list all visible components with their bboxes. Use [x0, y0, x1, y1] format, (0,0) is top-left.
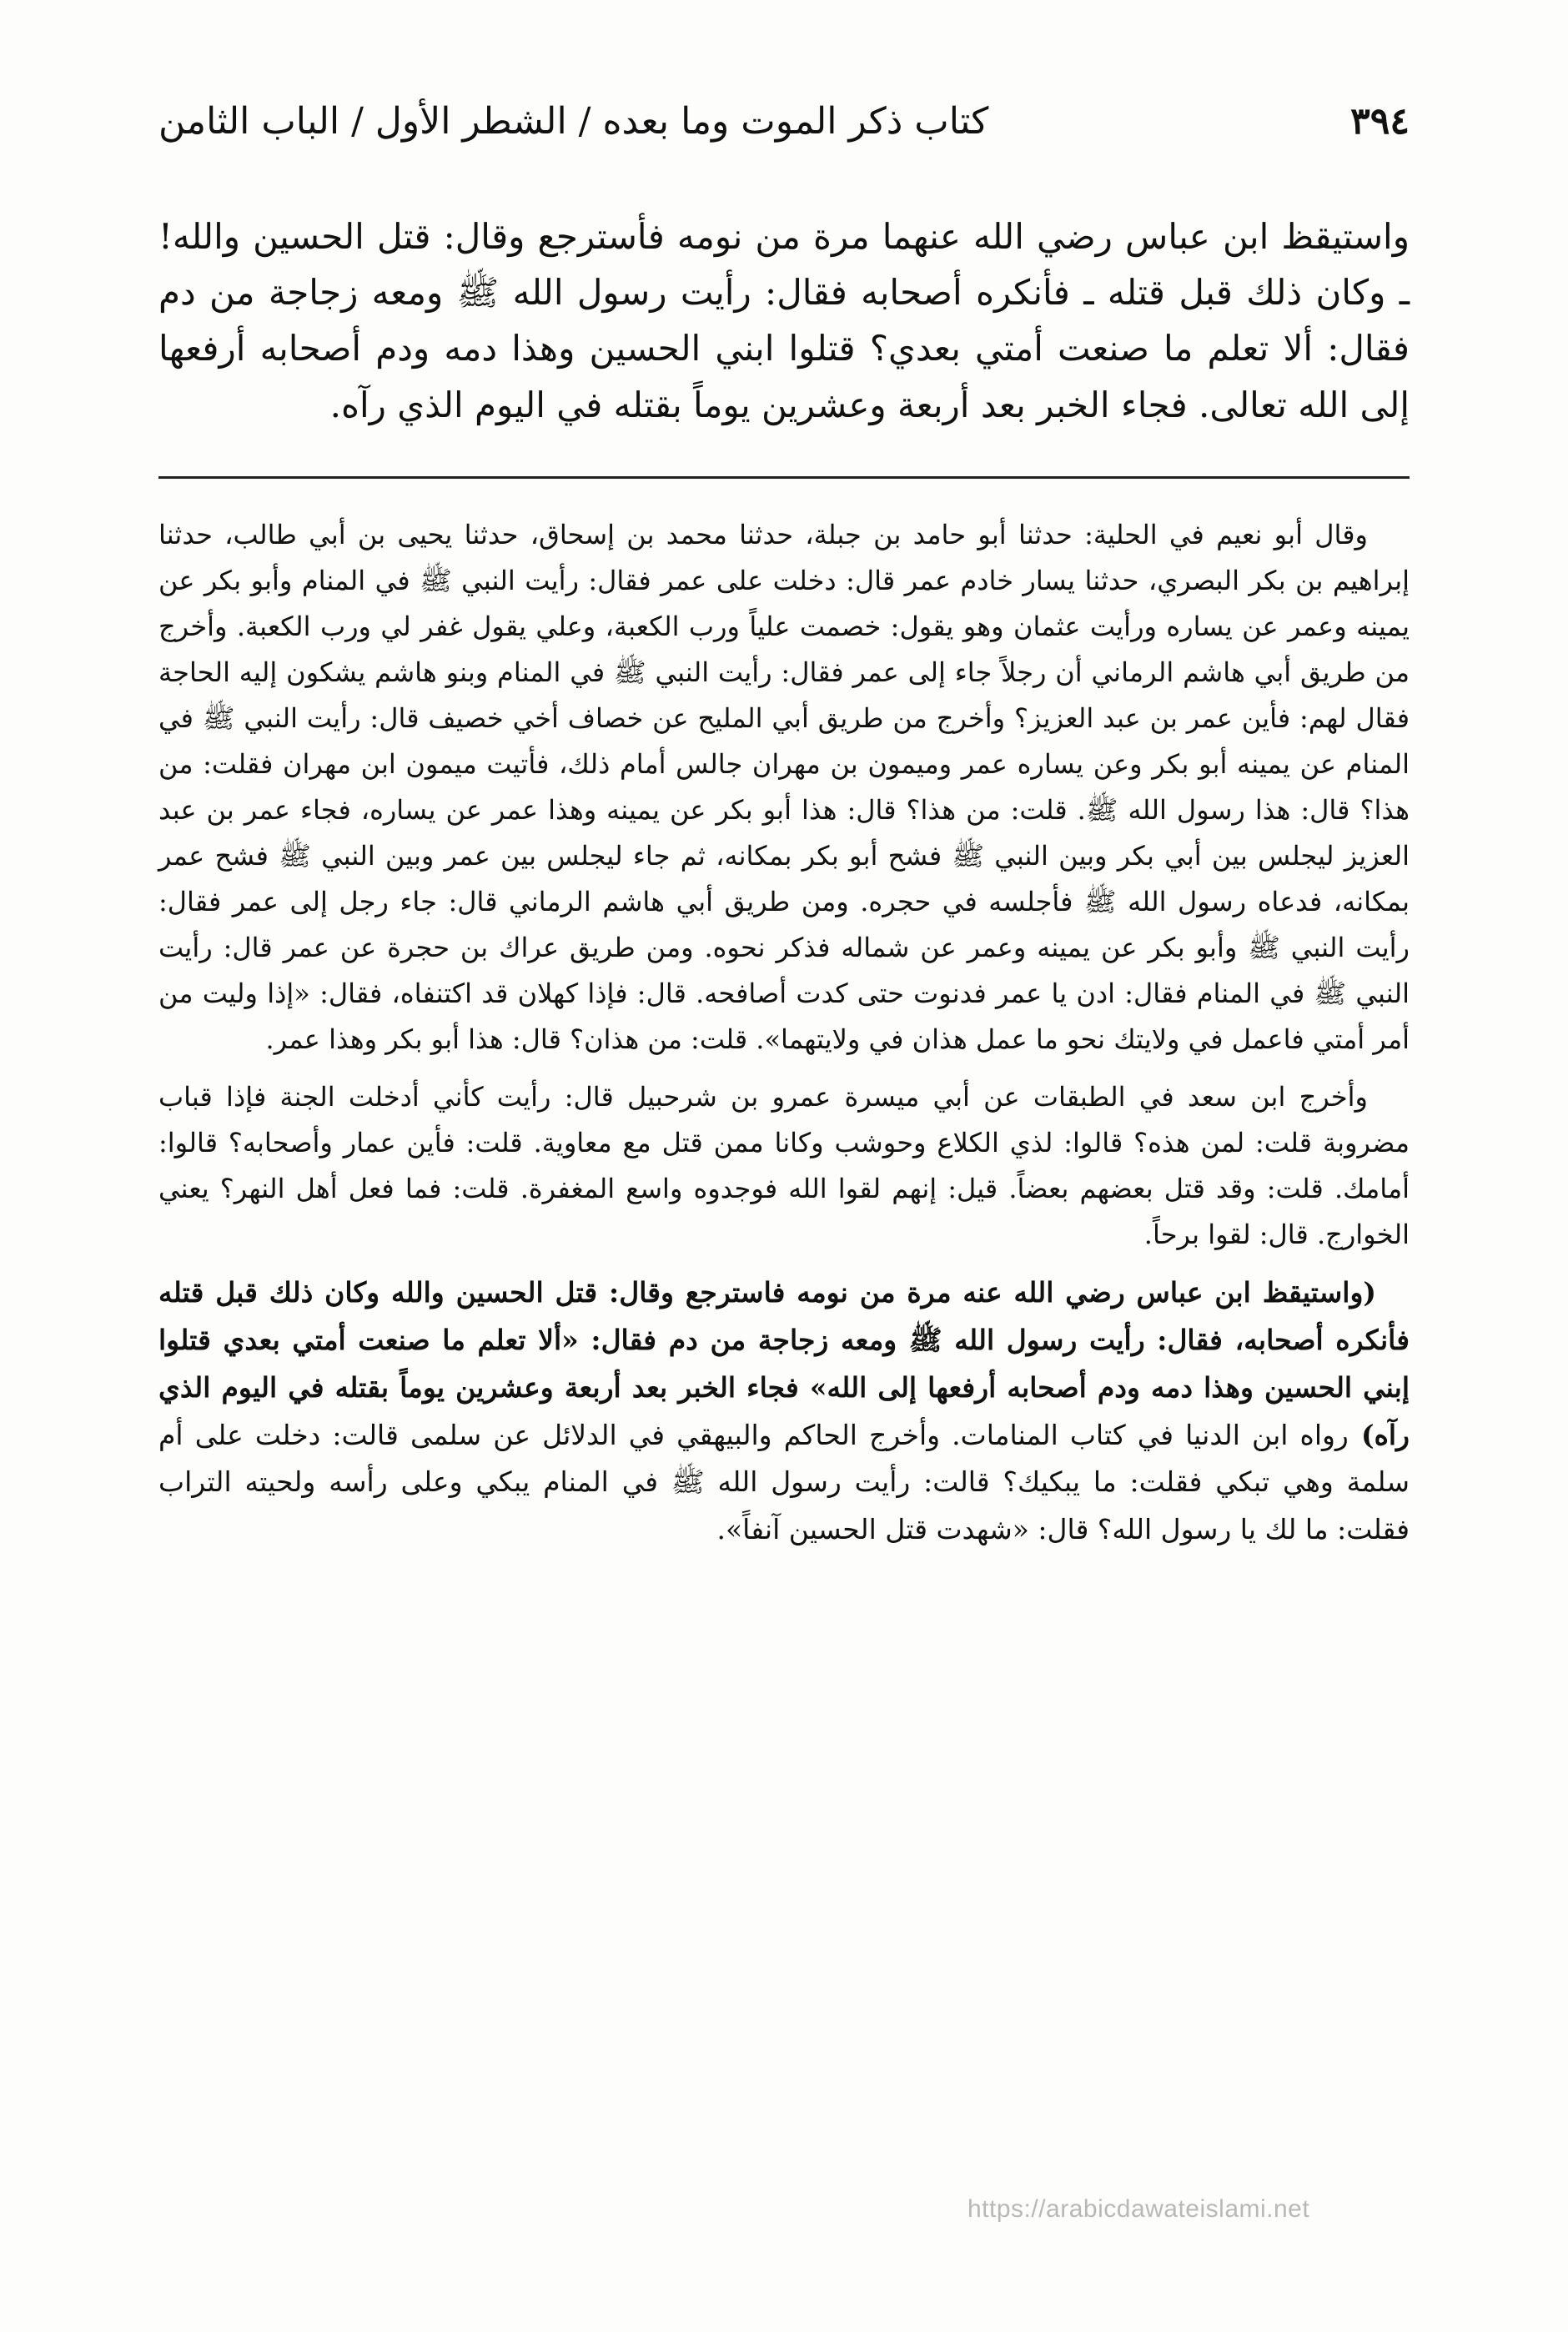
main-text — [158, 209, 1410, 433]
page-number: ٣٩٤ — [1350, 100, 1410, 143]
footnote-divider — [158, 476, 1410, 479]
watermark: https://arabicdawateislami.net — [967, 2195, 1310, 2223]
main-paragraph: واستيقظ ابن عباس رضي الله عنهما مرة من نومه فأسترجع وقال: قتل الحسين والله! ـ وكان ذلك قبل قتله ـ فأنكره أصحابه فقال: رأيت رسول الله ﷺ ومعه زجاجة من دم فقال: ألا تعلم ما صنعت أمتي بعدي؟ قتلوا ابني الحسين وهذا دمه ودم أصحابه أرفعها إلى الله تعالى. فجاء الخبر بعد أربعة وعشرين يوماً بقتله في اليوم الذي رآه. — [158, 216, 1410, 425]
footnote-paragraph: وأخرج ابن سعد في الطبقات عن أبي ميسرة عمرو بن شرحبيل قال: رأيت كأني أدخلت الجنة فإذا قباب مضروبة قلت: لمن هذه؟ قالوا: لذي الكلاع وحوشب وكانا ممن قتل مع معاوية. قلت: فأين عمار وأصحابه؟ قالوا: أمامك. قلت: وقد قتل بعضهم بعضاً. قيل: إنهم لقوا الله فوجدوه واسع المغفرة. قلت: فما فعل أهل النهر؟ يعني الخوارج. قال: لقوا برحاً. — [158, 1081, 1410, 1251]
running-title: كتاب ذكر الموت وما بعده / الشطر الأول / الباب الثامن — [158, 100, 989, 143]
footnote-paragraph: وقال أبو نعيم في الحلية: حدثنا أبو حامد بن جبلة، حدثنا محمد بن إسحاق، حدثنا يحيى بن أبي طالب، حدثنا إبراهيم بن بكر البصري، حدثنا يسار خادم عمر قال: دخلت على عمر فقال: رأيت النبي ﷺ في المنام وأبو بكر عن يمينه وعمر عن يساره ورأيت عثمان وهو يقول: خصمت علياً ورب الكعبة، وعلي يقول غفر لي ورب الكعبة. وأخرج من طريق أبي هاشم الرماني أن رجلاً جاء إلى عمر فقال: رأيت النبي ﷺ في المنام وبنو هاشم يشكون إليه الحاجة فقال لهم: فأين عمر بن عبد العزيز؟ وأخرج من طريق أبي المليح عن خصاف أخي خصيف قال: رأيت النبي ﷺ في المنام عن يمينه أبو بكر وعن يساره عمر وميمون بن مهران جالس أمام ذلك، فأتيت ميمون ابن مهران فقلت: من هذا؟ قال: هذا رسول الله ﷺ. قلت: من هذا؟ قال: هذا أبو بكر عن يمينه وهذا عمر عن يساره، فجاء عمر بن عبد العزيز ليجلس بين أبي بكر وبين النبي ﷺ فشح أبو بكر بمكانه، ثم جاء ليجلس بين عمر وبين النبي ﷺ فشح عمر بمكانه، فدعاه رسول الله ﷺ فأجلسه في حجره. ومن طريق أبي هاشم الرماني قال: جاء رجل إلى عمر فقال: رأيت النبي ﷺ وأبو بكر عن يمينه وعمر عن شماله فذكر نحوه. ومن طريق عراك بن حجرة عن عمر قال: رأيت النبي ﷺ في المنام فقال: ادن يا عمر فدنوت حتى كدت أصافحه. قال: فإذا كهلان قد اكتنفاه، فقال: «إذا وليت من أمر أمتي فاعمل في ولايتك نحو ما عمل هذان في ولايتهما». قلت: من هذان؟ قال: هذا أبو بكر وهذا عمر. — [158, 518, 1410, 1056]
commentary-text: رواه ابن الدنيا في كتاب المنامات. وأخرج الحاكم والبيهقي في الدلائل عن سلمى قالت: دخلت على أم سلمة وهي تبكي فقلت: ما يبكيك؟ قالت: رأيت رسول الله ﷺ في المنام يبكي وعلى رأسه ولحيته التراب فقلت: ما لك يا رسول الله؟ قال: «شهدت قتل الحسين آنفاً». — [158, 1418, 1410, 1545]
quoted-text: (واستيقظ ابن عباس رضي الله عنه مرة من نومه فاسترجع وقال: قتل الحسين والله وكان ذلك قبل قتله فأنكره أصحابه، فقال: رأيت رسول الله ﷺ ومعه زجاجة من دم فقال: «ألا تعلم ما صنعت أمتي بعدي قتلوا إبني الحسين وهذا دمه ودم أصحابه أرفعها إلى الله» فجاء الخبر بعد أربعة وعشرين يوماً بقتله في اليوم الذي رآه) — [158, 1276, 1410, 1451]
quoted-text-paragraph — [158, 1269, 1410, 1554]
book-page — [158, 100, 1410, 2269]
page-header — [158, 100, 1410, 165]
footnotes — [158, 512, 1410, 1554]
